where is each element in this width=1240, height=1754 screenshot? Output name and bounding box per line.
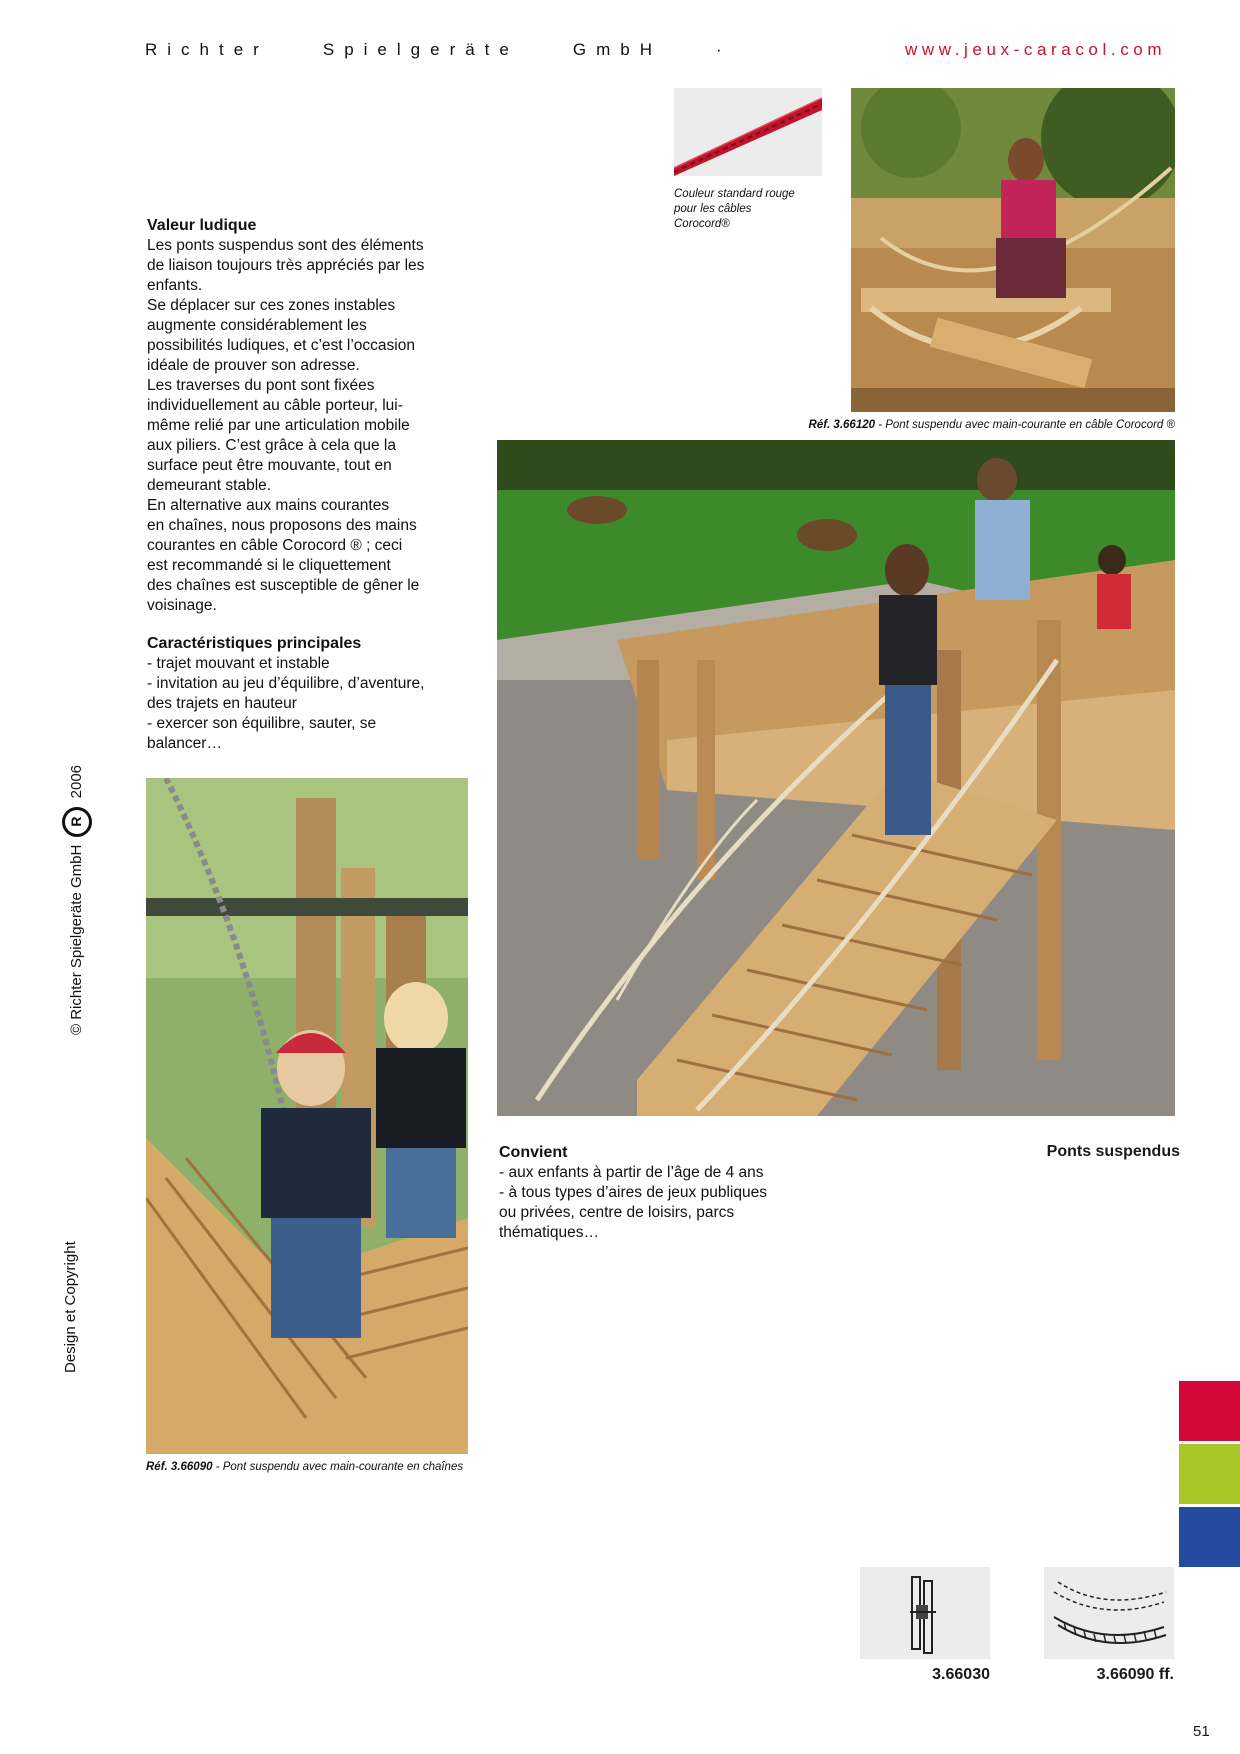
caption-chains: Réf. 3.66090 - Pont suspendu avec main-courante en chaînes — [146, 1461, 464, 1473]
photo-main-bridge — [497, 440, 1175, 1116]
caption-corocord: Réf. 3.66120 - Pont suspendu avec main-courante en câble Corocord ® — [808, 419, 1175, 431]
bridge-photo-image — [851, 88, 1175, 412]
color-tab-green — [1179, 1444, 1240, 1504]
website-link[interactable]: www.jeux-caracol.com — [905, 40, 1167, 59]
ref-3-66090: 3.66090 ff. — [1096, 1666, 1174, 1683]
suitable-list — [499, 1163, 839, 1243]
intro-heading: Valeur ludique — [147, 217, 257, 234]
features-heading: Caractéristiques principales — [147, 635, 362, 652]
page-number: 51 — [1193, 1723, 1210, 1740]
rope-color-swatch — [674, 88, 822, 176]
section-title: Ponts suspendus — [1046, 1143, 1180, 1160]
company-name: Richter Spielgeräte GmbH · — [145, 40, 732, 59]
list-item: - trajet mouvant et instable — [147, 655, 330, 672]
list-item: - aux enfants à partir de l’âge de 4 ans — [499, 1164, 764, 1181]
color-tab-red — [1179, 1381, 1240, 1441]
list-item: - invitation au jeu d’équilibre, d’aventure, des trajets en hauteur — [147, 675, 425, 712]
features-section — [147, 634, 487, 754]
photo-chain-bridge — [146, 778, 468, 1454]
ref-3-66030: 3.66030 — [932, 1666, 990, 1683]
rope-caption: Couleur standard rouge pour les câbles Corocord® — [674, 188, 795, 230]
copyright-vertical: © Richter Spielgeräte GmbH R 2006 — [62, 765, 92, 1035]
suitable-section — [499, 1143, 839, 1243]
list-item: - exercer son équilibre, sauter, se balancer… — [147, 715, 377, 752]
main-bridge-photo-image — [497, 440, 1175, 1116]
richter-logo-icon: R — [62, 807, 92, 837]
photo-corocord-bridge — [851, 88, 1175, 412]
post-connector-icon — [860, 1567, 990, 1659]
design-copyright-vertical: Design et Copyright — [62, 1241, 79, 1373]
chain-bridge-photo-image — [146, 778, 468, 1454]
suspension-bridge-icon — [1044, 1567, 1174, 1659]
list-item: - à tous types d’aires de jeux publiques ou privées, centre de loisirs, parcs thématiques… — [499, 1184, 767, 1241]
suitable-heading: Convient — [499, 1144, 568, 1161]
features-list — [147, 654, 487, 754]
color-tab-blue — [1179, 1507, 1240, 1567]
intro-body: Les ponts suspendus sont des éléments de liaison toujours très appréciés par les enfants. Se déplacer sur ces zones instables augmente considérablement les possibilités ludiques, et c’est l’occasion idéale de prouver son adresse. Les traverses du pont sont fixées individuellement au câble porteur, lui- même relié par une articulation mobile aux piliers. C’est grâce à cela que la surface peut être mouvante, tout en demeurant stable. En alternative aux mains courantes en chaînes, nous proposons des mains courantes en câble Corocord ® ; ceci est recommandé si le cliquettement des chaînes est susceptible de gêner le voisinage. — [147, 237, 425, 614]
intro-section — [147, 216, 477, 616]
red-rope-icon — [674, 88, 822, 176]
